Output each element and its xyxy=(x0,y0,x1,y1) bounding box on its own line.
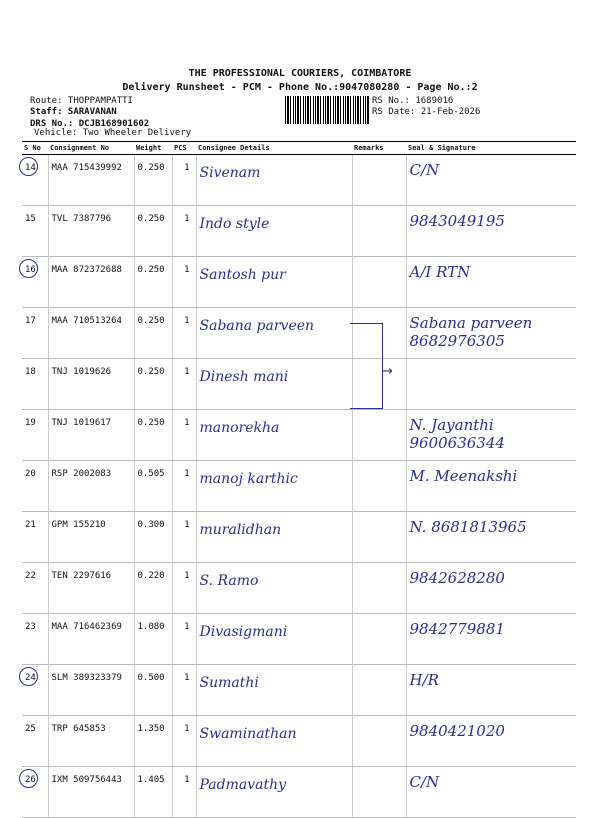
pcs-cell: 1 xyxy=(172,461,196,512)
consignment-cell: TNJ 1019617 xyxy=(48,410,134,461)
consignment-cell: MAA 716462369 xyxy=(48,614,134,665)
consignee-cell: Swaminathan xyxy=(196,716,352,767)
remarks-cell xyxy=(352,206,406,257)
signature-cell: Sabana parveen 8682976305 xyxy=(406,308,576,359)
sno-value: 21 xyxy=(25,520,36,530)
signature-cell xyxy=(406,359,576,410)
col-consignee: Consignee Details xyxy=(196,142,352,155)
table-row xyxy=(22,716,576,767)
sno-cell xyxy=(22,563,48,614)
remarks-cell xyxy=(352,461,406,512)
pcs-cell: 1 xyxy=(172,155,196,206)
sno-value: 14 xyxy=(25,163,36,173)
consignment-cell: IXM 509756443 xyxy=(48,767,134,818)
pcs-cell: 1 xyxy=(172,257,196,308)
pcs-cell: 1 xyxy=(172,767,196,818)
pcs-cell: 1 xyxy=(172,614,196,665)
consignment-cell: MAA 710513264 xyxy=(48,308,134,359)
circle-mark xyxy=(19,667,38,686)
consignee-cell: S. Ramo xyxy=(196,563,352,614)
remarks-cell xyxy=(352,155,406,206)
remarks-cell xyxy=(352,767,406,818)
sno-value: 24 xyxy=(25,673,36,683)
sno-value: 26 xyxy=(25,775,36,785)
sno-value: 18 xyxy=(25,367,36,377)
table-row xyxy=(22,155,576,206)
remarks-cell xyxy=(352,665,406,716)
col-pcs: PCS xyxy=(172,142,196,155)
table-row xyxy=(22,410,576,461)
sno-value: 17 xyxy=(25,316,36,326)
table-header-row xyxy=(22,142,576,155)
consignee-cell: Sabana parveen xyxy=(196,308,352,359)
table-row xyxy=(22,461,576,512)
staff-field: Staff: SARAVANAN xyxy=(30,107,117,117)
sno-value: 22 xyxy=(25,571,36,581)
consignment-cell: SLM 389323379 xyxy=(48,665,134,716)
sno-value: 16 xyxy=(25,265,36,275)
col-remarks: Remarks xyxy=(352,142,406,155)
sno-cell xyxy=(22,461,48,512)
consignment-cell: TNJ 1019626 xyxy=(48,359,134,410)
sno-value: 15 xyxy=(25,214,36,224)
weight-cell: 0.500 xyxy=(134,665,172,716)
sno-cell xyxy=(22,359,48,410)
pcs-cell: 1 xyxy=(172,716,196,767)
weight-cell: 0.250 xyxy=(134,359,172,410)
sno-value: 20 xyxy=(25,469,36,479)
table-row xyxy=(22,359,576,410)
consignment-cell: GPM 155210 xyxy=(48,512,134,563)
table-row xyxy=(22,206,576,257)
drs-field: DRS No.: DCJB168901602 xyxy=(30,119,150,129)
sno-cell xyxy=(22,665,48,716)
runsheet-subtitle: Delivery Runsheet - PCM - Phone No.:9047080280 - Page No.:2 xyxy=(122,82,478,93)
weight-cell: 0.250 xyxy=(134,257,172,308)
sno-cell xyxy=(22,308,48,359)
consignment-cell: MAA 872372688 xyxy=(48,257,134,308)
consignee-cell: Sumathi xyxy=(196,665,352,716)
pcs-cell: 1 xyxy=(172,308,196,359)
consignee-cell: manoj karthic xyxy=(196,461,352,512)
circle-mark xyxy=(19,157,38,176)
sno-cell xyxy=(22,767,48,818)
table-row xyxy=(22,767,576,818)
pcs-cell: 1 xyxy=(172,359,196,410)
consignment-cell: RSP 2002083 xyxy=(48,461,134,512)
sno-cell xyxy=(22,257,48,308)
remarks-cell xyxy=(352,512,406,563)
col-consignment: Consignment No xyxy=(48,142,134,155)
remarks-cell xyxy=(352,716,406,767)
signature-cell: N. Jayanthi 9600636344 xyxy=(406,410,576,461)
consignment-cell: TVL 7387796 xyxy=(48,206,134,257)
rs-date: RS Date: 21-Feb-2026 xyxy=(372,107,481,117)
vehicle-field: Vehicle: Two Wheeler Delivery xyxy=(34,128,192,138)
pcs-cell: 1 xyxy=(172,563,196,614)
circle-mark xyxy=(19,769,38,788)
weight-cell: 0.300 xyxy=(134,512,172,563)
rs-number: RS No.: 1689016 xyxy=(372,96,454,106)
weight-cell: 0.220 xyxy=(134,563,172,614)
weight-cell: 1.080 xyxy=(134,614,172,665)
weight-cell: 1.405 xyxy=(134,767,172,818)
signature-cell: N. 8681813965 xyxy=(406,512,576,563)
remarks-cell xyxy=(352,257,406,308)
weight-cell: 0.250 xyxy=(134,206,172,257)
sno-cell xyxy=(22,410,48,461)
pcs-cell: 1 xyxy=(172,206,196,257)
consignment-cell: TEN 2297616 xyxy=(48,563,134,614)
barcode xyxy=(285,96,369,124)
company-title: THE PROFESSIONAL COURIERS, COIMBATORE xyxy=(188,68,412,79)
signature-cell: 9840421020 xyxy=(406,716,576,767)
weight-cell: 0.250 xyxy=(134,308,172,359)
consignee-cell: Padmavathy xyxy=(196,767,352,818)
weight-cell: 0.250 xyxy=(134,410,172,461)
weight-cell: 0.505 xyxy=(134,461,172,512)
runsheet-table xyxy=(22,141,576,818)
weight-cell: 1.350 xyxy=(134,716,172,767)
sno-value: 19 xyxy=(25,418,36,428)
table-row xyxy=(22,665,576,716)
consignment-cell: MAA 715439992 xyxy=(48,155,134,206)
remarks-cell xyxy=(352,563,406,614)
consignee-cell: Indo style xyxy=(196,206,352,257)
consignee-cell: Santosh pur xyxy=(196,257,352,308)
signature-cell: C/N xyxy=(406,155,576,206)
sno-cell xyxy=(22,155,48,206)
table-row xyxy=(22,257,576,308)
route-field: Route: THOPPAMPATTI xyxy=(30,96,133,106)
pcs-cell: 1 xyxy=(172,512,196,563)
table-row xyxy=(22,308,576,359)
signature-cell: H/R xyxy=(406,665,576,716)
col-signature: Seal & Signature xyxy=(406,142,576,155)
circle-mark xyxy=(19,259,38,278)
table-row xyxy=(22,563,576,614)
sno-cell xyxy=(22,206,48,257)
remarks-cell xyxy=(352,410,406,461)
signature-cell: A/I RTN xyxy=(406,257,576,308)
pcs-cell: 1 xyxy=(172,665,196,716)
sno-cell xyxy=(22,512,48,563)
weight-cell: 0.250 xyxy=(134,155,172,206)
consignee-cell: Dinesh mani xyxy=(196,359,352,410)
consignee-cell: Divasigmani xyxy=(196,614,352,665)
sno-value: 23 xyxy=(25,622,36,632)
col-sno: S No xyxy=(22,142,48,155)
col-weight: Weight xyxy=(134,142,172,155)
signature-cell: 9842779881 xyxy=(406,614,576,665)
bracket-mark xyxy=(350,323,383,409)
pcs-cell: 1 xyxy=(172,410,196,461)
sno-cell xyxy=(22,716,48,767)
sno-value: 25 xyxy=(25,724,36,734)
signature-cell: 9842628280 xyxy=(406,563,576,614)
arrow-icon: → xyxy=(382,364,393,379)
consignment-cell: TRP 645853 xyxy=(48,716,134,767)
table-row xyxy=(22,614,576,665)
signature-cell: C/N xyxy=(406,767,576,818)
consignee-cell: manorekha xyxy=(196,410,352,461)
consignee-cell: muralidhan xyxy=(196,512,352,563)
remarks-cell xyxy=(352,614,406,665)
consignee-cell: Sivenam xyxy=(196,155,352,206)
signature-cell: M. Meenakshi xyxy=(406,461,576,512)
table-row xyxy=(22,512,576,563)
sno-cell xyxy=(22,614,48,665)
signature-cell: 9843049195 xyxy=(406,206,576,257)
